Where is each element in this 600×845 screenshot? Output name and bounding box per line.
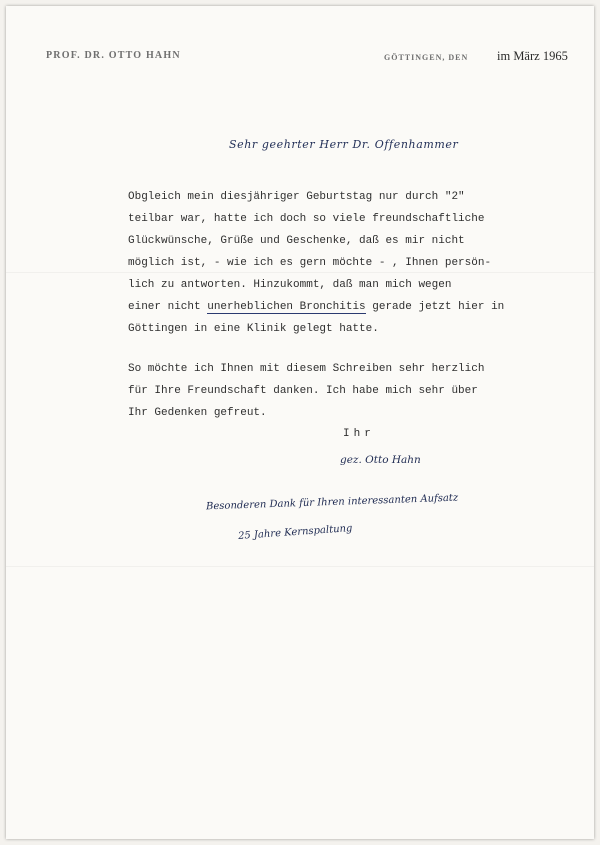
handwritten-postscript-line1: Besonderen Dank für Ihren interessanten Aufsatz: [205, 492, 459, 513]
text-line: Göttingen in eine Klinik gelegt hatte.: [128, 323, 379, 335]
text-line: für Ihre Freundschaft danken. Ich habe mich sehr über: [128, 385, 478, 397]
closing: Ihr: [343, 428, 375, 440]
text-line: Obgleich mein diesjähriger Geburtstag nur durch "2": [128, 191, 465, 203]
text-fragment: einer nicht: [128, 301, 208, 313]
text-line: Ihr Gedenken gefreut.: [128, 407, 267, 419]
fold-line: [6, 566, 594, 567]
text-line: teilbar war, hatte ich doch so viele freundschaftliche: [128, 213, 485, 225]
text-fragment: gerade jetzt hier in: [365, 301, 505, 313]
text-line: Glückwünsche, Grüße und Geschenke, daß es mir nicht: [128, 235, 465, 247]
letter-date: im März 1965: [497, 49, 568, 63]
paragraph-1: [128, 186, 518, 340]
underlined-phrase: unerheblichen Bronchitis: [207, 301, 366, 313]
handwritten-postscript-line2: 25 Jahre Kernspaltung: [237, 523, 353, 542]
text-line: möglich ist, - wie ich es gern möchte - , Ihnen persön-: [128, 257, 492, 269]
text-line: So möchte ich Ihnen mit diesem Schreiben sehr herzlich: [128, 363, 485, 375]
paragraph-2: [128, 358, 518, 424]
handwritten-signature: gez. Otto Hahn: [340, 454, 421, 466]
text-line: lich zu antworten. Hinzukommt, daß man mich wegen: [128, 279, 452, 291]
letterhead-name: PROF. DR. OTTO HAHN: [46, 50, 181, 61]
handwritten-salutation: Sehr geehrter Herr Dr. Offenhammer: [229, 138, 459, 151]
text-line: [128, 296, 518, 318]
letterhead-place: GÖTTINGEN, DEN: [384, 53, 469, 62]
